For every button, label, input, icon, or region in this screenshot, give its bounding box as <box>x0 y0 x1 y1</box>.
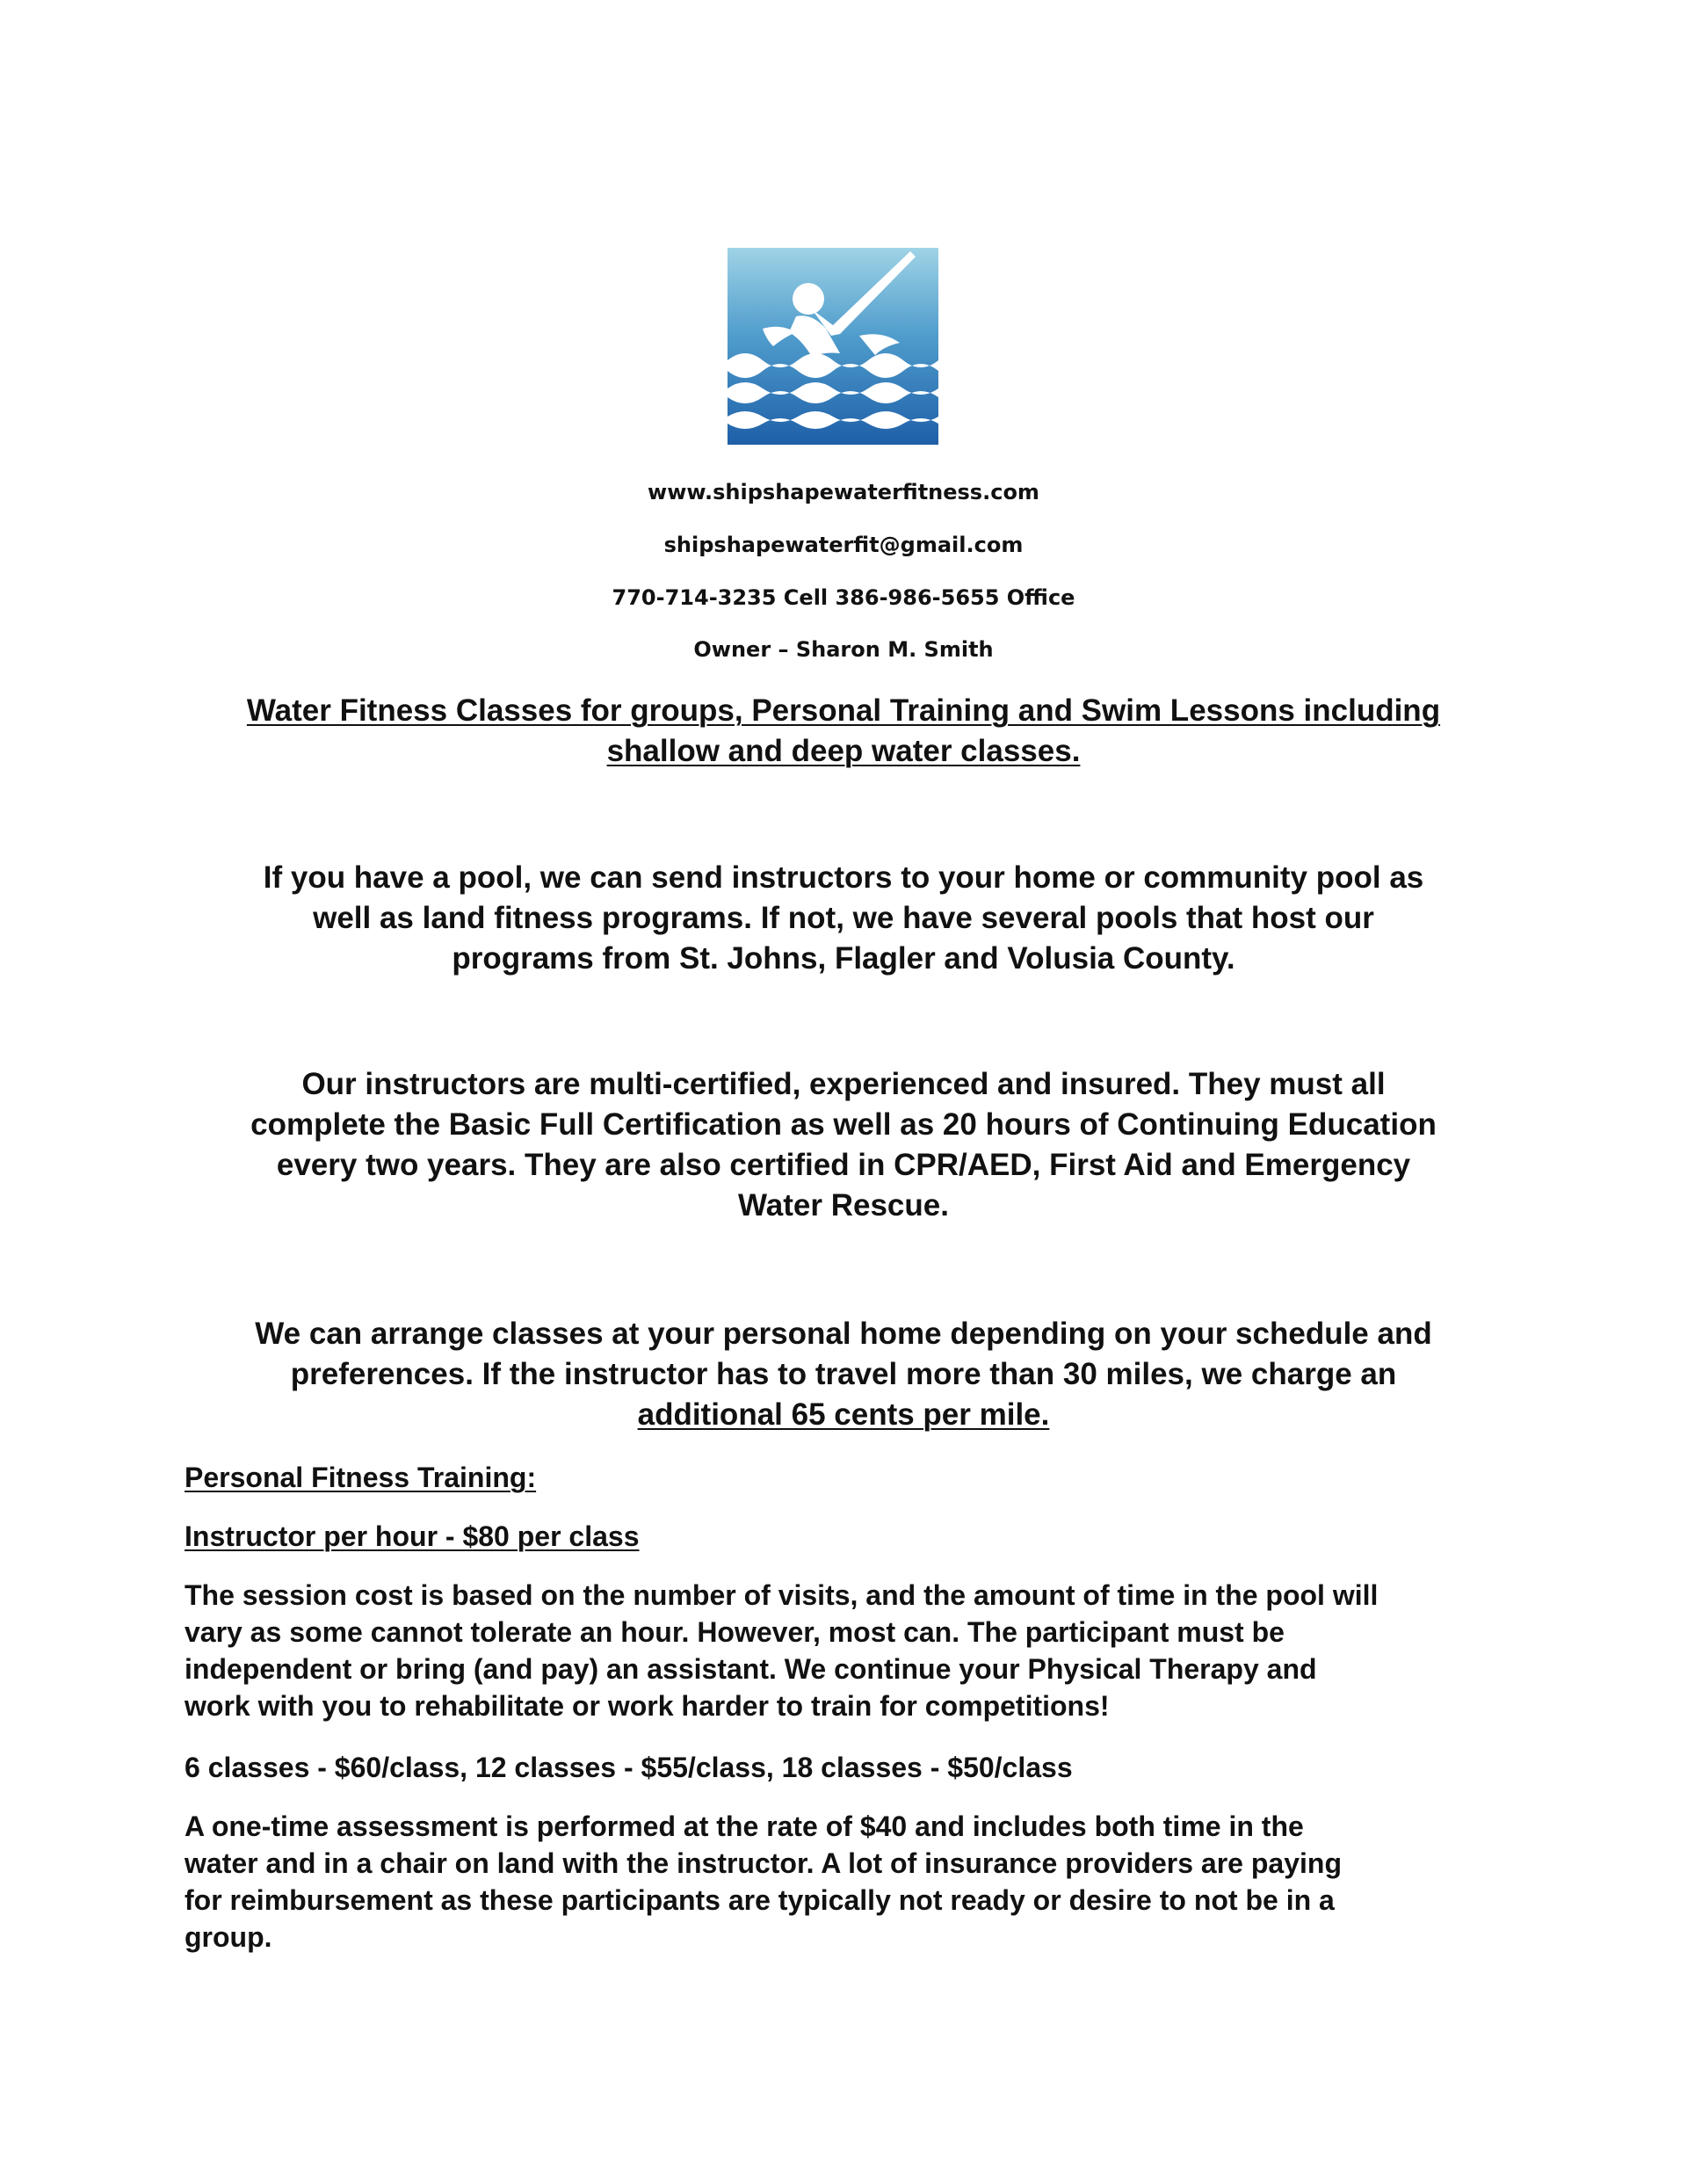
owner-name: Owner – Sharon M. Smith <box>693 637 994 662</box>
paragraph-line: The session cost is based on the number of visits, and the amount of time in the pool will <box>185 1579 1379 1611</box>
paragraph-line: for reimbursement as these participants are typically not ready or desire to not be in a <box>185 1884 1335 1916</box>
headline-line: Water Fitness Classes for groups, Personal Training and Swim Lessons including <box>246 693 1441 728</box>
session-description <box>185 1577 1502 1724</box>
paragraph-line: group. <box>185 1921 272 1953</box>
paragraph-line: every two years. They are also certified in CPR/AED, First Aid and Emergency <box>276 1148 1411 1182</box>
paragraph-line: preferences. If the instructor has to travel more than 30 miles, we charge an <box>290 1357 1397 1391</box>
paragraph-line: well as land fitness programs. If not, we have several pools that host our <box>313 901 1374 935</box>
instructors-paragraph <box>185 1064 1502 1226</box>
paragraph-line: We can arrange classes at your personal home depending on your schedule and <box>255 1317 1432 1351</box>
website-link[interactable]: www.shipshapewaterfitness.com <box>648 480 1039 504</box>
paragraph-line: If you have a pool, we can send instructors to your home or community pool as <box>263 860 1424 895</box>
home-classes-paragraph <box>185 1314 1502 1435</box>
email-link[interactable]: shipshapewaterfit@gmail.com <box>663 533 1024 557</box>
phone-numbers: 770-714-3235 Cell 386-986-5655 Office <box>612 585 1075 610</box>
assessment-paragraph <box>185 1808 1502 1955</box>
instructor-rate: Instructor per hour - $80 per class <box>185 1520 640 1552</box>
paragraph-line: programs from St. Johns, Flagler and Volusia County. <box>452 941 1235 976</box>
mileage-charge: additional 65 cents per mile. <box>637 1397 1050 1432</box>
services-headline <box>185 691 1502 772</box>
paragraph-line: water and in a chair on land with the instructor. A lot of insurance providers are paying <box>185 1847 1342 1879</box>
class-packages: 6 classes - $60/class, 12 classes - $55/class, 18 classes - $50/class <box>185 1752 1073 1783</box>
paragraph-line <box>185 1395 1502 1435</box>
paragraph-line: complete the Basic Full Certification as well as 20 hours of Continuing Education <box>250 1107 1437 1142</box>
paragraph-line: vary as some cannot tolerate an hour. However, most can. The participant must be <box>185 1616 1285 1648</box>
paragraph-line: independent or bring (and pay) an assistant. We continue your Physical Therapy and <box>185 1653 1317 1685</box>
swimmer-waves-logo-icon <box>728 248 938 445</box>
paragraph-line: A one-time assessment is performed at the rate of $40 and includes both time in the <box>185 1810 1304 1842</box>
personal-training-heading: Personal Fitness Training: <box>185 1462 537 1493</box>
pool-paragraph <box>185 858 1502 979</box>
headline-line: shallow and deep water classes. <box>606 734 1081 768</box>
paragraph-line: Our instructors are multi-certified, experienced and insured. They must all <box>301 1067 1386 1101</box>
paragraph-line: Water Rescue. <box>738 1188 949 1223</box>
paragraph-line: work with you to rehabilitate or work harder to train for competitions! <box>185 1690 1110 1722</box>
